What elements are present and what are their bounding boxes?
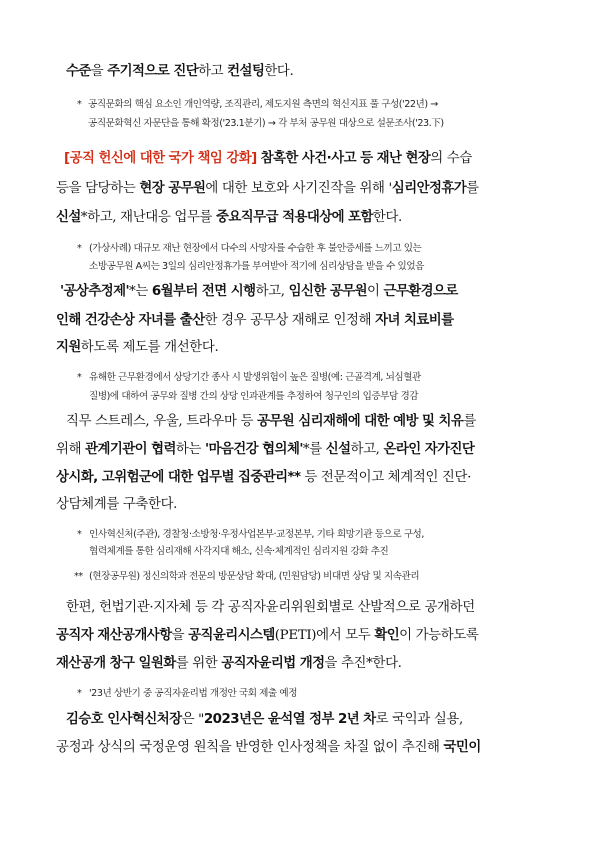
bold-text: '마음건강 협의체' [204,442,303,457]
paragraph-line: '공상추정제'*는 6월부터 전면 시행하고, 임신한 공무원이 근무환경으로 [60,284,458,299]
paragraph-line: 공정과 상식의 국정운영 원칙을 반영한 인사정책을 차질 없이 추진해 국민이 [56,740,481,755]
bold-text: 온라인 자가진단 [383,442,475,457]
bold-text: 참혹한 사건·사고 등 재난 현장 [260,151,431,166]
bold-text: 중요직무급 적용대상에 포함 [216,210,373,225]
bold-text: 현장 공무원 [139,181,206,196]
bold-text: 상시화, 고위험군에 대한 업무별 집중관리 [56,470,288,485]
paragraph-line: 공직자 재산공개사항을 공직윤리시스템(PETI)에서 모두 확인이 가능하도록 [56,628,479,643]
footnote-bullet: * [77,243,82,254]
footnote-line: 공직문화혁신 자문단을 통해 확정('23.1분기) → 각 부처 공무원 대상으로 설문조사('23.下) [88,118,444,129]
footnote-line: 인사혁신처(주관), 경찰청·소방청·우정사업본부·교정본부, 기타 희망기관 등으로 구성, [89,529,424,540]
bold-text: 컨설팅 [227,64,265,79]
paragraph-line: 위해 관계기관이 협력하는 '마음건강 협의체'*를 신설하고, 온라인 자가진단 [56,442,475,457]
paragraph-line: 수준을 주기적으로 진단하고 컨설팅한다. [66,64,294,79]
paragraph-line: 직무 스트레스, 우울, 트라우마 등 공무원 심리재해에 대한 예방 및 치유를 [66,414,476,429]
footnote-bullet: ** [74,571,83,582]
bold-text: 공무원 심리재해에 대한 예방 및 치유 [256,414,464,429]
bold-text: 6월부터 전면 시행 [151,284,256,299]
bold-text: 인해 건강손상 자녀를 출산 [56,313,205,328]
bold-text: 김승호 인사혁신처장 [66,712,182,727]
paragraph-line: 인해 건강손상 자녀를 출산한 경우 공무상 재해로 인정해 자녀 치료비를 [56,313,454,328]
paragraph-line: 한편, 헌법기관·지자체 등 각 공직자윤리위원회별로 산발적으로 공개하던 [66,600,475,615]
footnote-line: (현장공무원) 정신의학과 전문의 방문상담 확대, (민원담당) 비대면 상담 및 지속관리 [89,571,420,582]
bold-text: 주기적으로 진단 [107,64,199,79]
bold-text: 공직윤리시스템 [188,628,275,643]
paragraph-line: 김승호 인사혁신처장은 "2023년은 윤석열 정부 2년 차로 국익과 실용, [66,712,463,727]
footnote-line: '23년 상반기 중 공직자윤리법 개정안 국회 제출 예정 [89,688,298,699]
footnote-bullet: * [77,99,82,110]
footnote-line: 질병)에 대하여 공무와 질병 간의 상당 인과관계를 추정하여 청구인의 입증부담 경감 [89,391,419,402]
bold-text: 확인 [374,628,400,643]
paragraph-line: 재산공개 창구 일원화를 위한 공직자윤리법 개정을 추진*한다. [56,656,402,671]
bold-text: 국민이 [443,740,481,755]
footnote-line: 소방공무원 A씨는 3일의 심리안정휴가를 부여받아 적기에 심리상담을 받을 수 있었음 [89,261,424,272]
section-heading: [공직 헌신에 대한 국가 책임 강화] [64,151,257,166]
bold-text: 근무환경으로 [383,284,458,299]
footnote-line: 협력체계를 통한 심리재해 사각지대 해소, 신속·체계적인 심리지원 강화 추진 [89,546,389,557]
bold-text: 임신한 공무원 [288,284,367,299]
footnote-bullet: * [77,688,82,699]
bold-text: 수준 [66,64,91,79]
footnote-line: 유해한 근무환경에서 상당기간 종사 시 발생위험이 높은 질병(예: 근골격계, 뇌심혈관 [89,372,421,383]
bold-text: 공직자윤리법 개정 [221,656,325,671]
paragraph-line: 지원하도록 제도를 개선한다. [56,340,219,355]
paragraph-line: 상담체계를 구축한다. [56,497,178,512]
bold-text: '공상추정제' [60,284,130,299]
footnote-bullet: * [77,372,82,383]
paragraph-line: 신설*하고, 재난대응 업무를 중요직무급 적용대상에 포함한다. [56,210,402,225]
footnote-line: 공직문화의 핵심 요소인 개인역량, 조직관리, 제도지원 측면의 혁신지표 풀 구성('22년) → [88,99,438,110]
paragraph-line: 상시화, 고위험군에 대한 업무별 집중관리** 등 전문적이고 체계적인 진단· [56,470,472,485]
paragraph-line: 등을 담당하는 현장 공무원에 대한 보호와 사기진작을 위해 '심리안정휴가를 [56,181,479,196]
bold-text: 공직자 재산공개사항 [56,628,172,643]
bold-text: 2023년은 윤석열 정부 2년 차 [203,712,376,727]
bold-text: 신설 [56,210,81,225]
bold-text: 지원 [56,340,81,355]
bold-text: 관계기관이 협력 [85,442,176,457]
bold-text: 심리안정휴가 [391,181,467,196]
paragraph-line: [공직 헌신에 대한 국가 책임 강화] 참혹한 사건·사고 등 재난 현장의 수습 [64,151,472,166]
footnote-line: (가상사례) 대규모 재난 현장에서 다수의 사망자를 수습한 후 불안증세를 느끼고 있는 [89,243,422,254]
footnote-bullet: * [77,529,82,540]
bold-text: 재산공개 창구 일원화 [56,656,176,671]
bold-text: 자녀 치료비를 [375,313,454,328]
bold-text: 신설 [325,442,351,457]
